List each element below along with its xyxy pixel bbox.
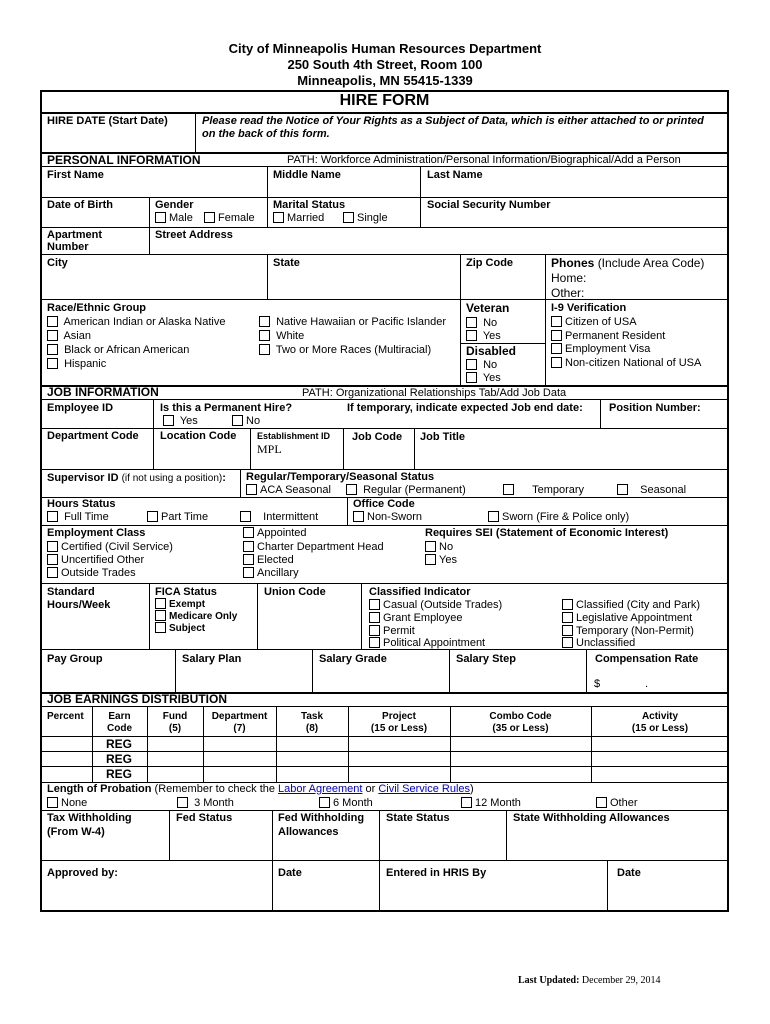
gender-female[interactable]: Female <box>204 212 255 225</box>
probation-option[interactable]: Other <box>596 797 638 810</box>
appt-option[interactable]: Appointed <box>243 527 307 540</box>
race-option[interactable]: Hispanic <box>47 358 106 371</box>
checkbox[interactable] <box>240 511 251 522</box>
class-option[interactable]: Temporary (Non-Permit) <box>562 625 694 638</box>
regtemp-label: Regular/Temporary/Seasonal Status <box>246 471 435 483</box>
col-code: Code <box>107 723 132 734</box>
col-department-digits: (7) <box>233 723 246 734</box>
checkbox[interactable] <box>551 316 562 327</box>
i9-option[interactable]: Citizen of USA <box>551 316 637 329</box>
checkbox[interactable] <box>155 212 166 223</box>
class-option[interactable]: Casual (Outside Trades) <box>369 599 502 612</box>
from-w4-label: (From W-4) <box>47 826 105 838</box>
estab-id-value: MPL <box>257 442 282 456</box>
divider <box>240 469 241 497</box>
divider <box>40 525 729 526</box>
divider <box>40 254 729 255</box>
checkbox[interactable] <box>47 567 58 578</box>
checkbox[interactable] <box>204 212 215 223</box>
divider <box>195 112 196 152</box>
divider <box>361 583 362 649</box>
dept-name: City of Minneapolis Human Resources Department <box>228 41 542 56</box>
checkbox[interactable] <box>425 541 436 552</box>
salary-step-label: Salary Step <box>456 653 516 665</box>
checkbox[interactable] <box>259 344 270 355</box>
divider <box>40 649 729 650</box>
checkbox[interactable] <box>466 330 477 341</box>
class-option[interactable]: Grant Employee <box>369 612 462 625</box>
divider <box>169 810 170 860</box>
probation-option[interactable]: None <box>47 797 87 810</box>
dept-code-label: Department Code <box>47 430 139 442</box>
hours-intermittent[interactable]: Intermittent <box>240 511 318 524</box>
divider <box>272 860 273 912</box>
checkbox[interactable] <box>596 797 607 808</box>
col-project: Project <box>382 711 416 722</box>
class-option[interactable]: Classified (City and Park) <box>562 599 700 612</box>
checkbox[interactable] <box>47 358 58 369</box>
divider <box>420 166 421 197</box>
marital-single[interactable]: Single <box>343 212 388 225</box>
dob-label: Date of Birth <box>47 199 113 211</box>
race-label: Race/Ethnic Group <box>47 302 147 314</box>
col-department: Department <box>211 711 268 722</box>
checkbox[interactable] <box>259 316 270 327</box>
temp-end-date-label: If temporary, indicate expected Job end date: <box>347 402 583 414</box>
disabled-no[interactable]: No <box>466 359 497 372</box>
divider <box>40 860 729 861</box>
checkbox[interactable] <box>273 212 284 223</box>
checkbox[interactable] <box>243 554 254 565</box>
col-task: Task <box>300 711 324 722</box>
middle-name-label: Middle Name <box>273 169 341 181</box>
col-combo-digits: (35 or Less) <box>492 723 549 734</box>
checkbox[interactable] <box>466 317 477 328</box>
checkbox[interactable] <box>562 599 573 610</box>
checkbox[interactable] <box>259 330 270 341</box>
status-regular[interactable]: Regular (Permanent) <box>346 484 466 497</box>
probation-option[interactable]: 12 Month <box>461 797 521 810</box>
col-combo: Combo Code <box>489 711 552 722</box>
pay-group-label: Pay Group <box>47 653 103 665</box>
labor-agreement-link[interactable]: Labor Agreement <box>278 783 363 795</box>
checkbox[interactable] <box>47 511 58 522</box>
divider <box>379 810 380 860</box>
standard-label: Standard <box>47 586 95 598</box>
checkbox[interactable] <box>47 344 58 355</box>
gender-male[interactable]: Male <box>155 212 193 225</box>
checkbox[interactable] <box>155 622 166 633</box>
divider <box>149 197 150 255</box>
dept-address: 250 South 4th Street, Room 100 <box>287 57 483 72</box>
race-option[interactable]: Asian <box>47 330 91 343</box>
checkbox[interactable] <box>243 541 254 552</box>
class-option[interactable]: Unclassified <box>562 637 635 650</box>
probation-option[interactable]: 6 Month <box>319 797 373 810</box>
checkbox[interactable] <box>47 541 58 552</box>
job-title-label: Job Title <box>420 431 466 443</box>
col-percent: Percent <box>47 711 84 722</box>
divider <box>586 649 587 692</box>
divider <box>40 766 729 767</box>
checkbox[interactable] <box>562 612 573 623</box>
divider <box>149 583 150 649</box>
disabled-yes[interactable]: Yes <box>466 372 501 385</box>
comp-rate-dollar: $ <box>594 678 601 690</box>
disabled-label: Disabled <box>466 344 517 358</box>
checkbox[interactable] <box>232 415 243 426</box>
fica-option[interactable]: Medicare Only <box>155 610 237 623</box>
entry-date-label: Date <box>617 867 641 879</box>
veteran-yes[interactable]: Yes <box>466 330 501 343</box>
divider <box>40 197 729 198</box>
checkbox[interactable] <box>163 415 174 426</box>
divider <box>267 197 268 228</box>
employee-id-label: Employee ID <box>47 402 114 414</box>
divider <box>40 428 729 429</box>
zip-label: Zip Code <box>466 257 514 269</box>
job-path: PATH: Organizational Relationships Tab/Add Job Data <box>302 387 567 399</box>
office-sworn[interactable]: Sworn (Fire & Police only) <box>488 511 629 524</box>
divider <box>175 649 176 692</box>
sei-label: Requires SEI (Statement of Economic Interest) <box>425 527 669 539</box>
race-option[interactable]: White <box>259 330 304 343</box>
divider <box>40 810 729 811</box>
phone-other-label: Other: <box>551 286 585 300</box>
checkbox[interactable] <box>243 527 254 538</box>
street-label: Street Address <box>155 229 233 241</box>
personal-section-title: PERSONAL INFORMATION <box>47 153 201 167</box>
hours-part-time[interactable]: Part Time <box>147 511 208 524</box>
checkbox[interactable] <box>488 511 499 522</box>
col-fund-digits: (5) <box>168 723 182 734</box>
i9-label: I-9 Verification <box>551 302 627 314</box>
divider <box>312 649 313 692</box>
phone-home-label: Home: <box>551 271 587 285</box>
status-seasonal[interactable]: Seasonal <box>617 484 686 497</box>
divider <box>153 399 154 428</box>
permanent-no[interactable]: No <box>232 415 260 428</box>
race-option[interactable]: American Indian or Alaska Native <box>47 316 225 329</box>
classified-label: Classified Indicator <box>369 586 471 598</box>
checkbox[interactable] <box>562 625 573 636</box>
divider <box>153 428 154 469</box>
appt-option[interactable]: Ancillary <box>243 567 299 580</box>
state-withholding-label: State Withholding Allowances <box>513 812 670 824</box>
col-project-digits: (15 or Less) <box>370 723 428 734</box>
hours-week-label: Hours/Week <box>47 599 111 611</box>
divider <box>420 197 421 228</box>
checkbox[interactable] <box>425 554 436 565</box>
emp-class-option[interactable]: Outside Trades <box>47 567 136 580</box>
checkbox[interactable] <box>503 484 514 495</box>
probation-option[interactable]: 3 Month <box>177 797 234 810</box>
gender-label: Gender <box>155 199 194 211</box>
fed-status-label: Fed Status <box>176 812 233 824</box>
checkbox[interactable] <box>47 554 58 565</box>
civil-service-rules-link[interactable]: Civil Service Rules <box>378 783 471 795</box>
ssn-label: Social Security Number <box>427 199 551 211</box>
divider <box>267 166 268 197</box>
notice-text-2: on the back of this form. <box>202 128 330 140</box>
divider <box>600 399 601 428</box>
first-name-label: First Name <box>47 169 104 181</box>
checkbox[interactable] <box>551 330 562 341</box>
divider <box>607 860 608 912</box>
office-non-sworn[interactable]: Non-Sworn <box>353 511 422 524</box>
i9-option[interactable]: Employment Visa <box>551 343 650 356</box>
checkbox[interactable] <box>319 797 330 808</box>
phones-label: Phones (Include Area Code) <box>551 256 705 270</box>
state-label: State <box>273 257 300 269</box>
permanent-question: Is this a Permanent Hire? <box>160 402 293 414</box>
marital-label: Marital Status <box>273 199 346 211</box>
divider <box>257 583 258 649</box>
i9-option[interactable]: Permanent Resident <box>551 330 665 343</box>
race-option[interactable]: Two or More Races (Multiracial) <box>259 344 431 357</box>
checkbox[interactable] <box>177 797 188 808</box>
checkbox[interactable] <box>246 484 257 495</box>
divider <box>40 469 729 470</box>
office-code-label: Office Code <box>353 498 415 510</box>
fed-withholding-label: Fed Withholding <box>278 812 365 824</box>
union-label: Union Code <box>264 586 326 598</box>
divider <box>343 428 344 469</box>
checkbox[interactable] <box>147 511 158 522</box>
hours-full-time[interactable]: Full Time <box>47 511 109 524</box>
checkbox[interactable] <box>369 599 380 610</box>
notice-text: Please read the Notice of Your Rights as a Subject of Data, which is either attached to or printed <box>202 115 704 127</box>
last-name-label: Last Name <box>427 169 483 181</box>
emp-class-option[interactable]: Certified (Civil Service) <box>47 541 173 554</box>
approved-by-label: Approved by: <box>47 867 118 879</box>
checkbox[interactable] <box>551 357 562 368</box>
position-number-label: Position Number: <box>609 402 701 414</box>
sei-yes[interactable]: Yes <box>425 554 457 567</box>
last-updated: Last Updated: December 29, 2014 <box>518 975 661 986</box>
fica-option[interactable]: Exempt <box>155 598 205 611</box>
emp-class-label: Employment Class <box>47 527 146 539</box>
sei-no[interactable]: No <box>425 541 453 554</box>
supervisor-label: Supervisor ID (if not using a position): <box>47 472 226 484</box>
col-fund: Fund <box>162 711 188 722</box>
divider <box>545 254 546 385</box>
location-code-label: Location Code <box>160 430 237 442</box>
checkbox[interactable] <box>369 637 380 648</box>
status-temporary[interactable]: Temporary <box>503 484 584 497</box>
checkbox[interactable] <box>461 797 472 808</box>
divider <box>449 649 450 692</box>
checkbox[interactable] <box>343 212 354 223</box>
checkbox[interactable] <box>155 598 166 609</box>
job-section-title: JOB INFORMATION <box>47 385 159 399</box>
checkbox[interactable] <box>369 625 380 636</box>
salary-grade-label: Salary Grade <box>319 653 387 665</box>
appt-option[interactable]: Elected <box>243 554 294 567</box>
state-status-label: State Status <box>386 812 450 824</box>
hours-status-label: Hours Status <box>47 498 116 510</box>
checkbox[interactable] <box>47 797 58 808</box>
veteran-no[interactable]: No <box>466 317 497 330</box>
checkbox[interactable] <box>353 511 364 522</box>
divider <box>545 299 729 300</box>
apartment-label: Apartment <box>47 229 103 241</box>
personal-path: PATH: Workforce Administration/Personal Information/Biographical/Add a Person <box>287 154 681 166</box>
status-aca[interactable]: ACA Seasonal <box>246 484 331 497</box>
divider <box>40 706 729 707</box>
entered-hris-label: Entered in HRIS By <box>386 867 487 879</box>
appt-option[interactable]: Charter Department Head <box>243 541 384 554</box>
earn-code-reg: REG <box>106 752 133 766</box>
tax-withholding-label: Tax Withholding <box>47 812 132 824</box>
fed-allowances-label: Allowances <box>278 826 339 838</box>
permanent-yes[interactable]: Yes <box>163 415 198 428</box>
col-activity-digits: (15 or Less) <box>631 723 689 734</box>
checkbox[interactable] <box>346 484 357 495</box>
checkbox[interactable] <box>369 612 380 623</box>
checkbox[interactable] <box>617 484 628 495</box>
col-earn: Earn <box>108 711 131 722</box>
class-option[interactable]: Political Appointment <box>369 637 485 650</box>
divider <box>347 497 348 525</box>
divider <box>272 810 273 860</box>
divider <box>40 299 545 300</box>
divider <box>379 860 380 912</box>
checkbox[interactable] <box>155 610 166 621</box>
dept-city: Minneapolis, MN 55415-1339 <box>297 73 473 88</box>
veteran-label: Veteran <box>466 301 510 315</box>
fica-label: FICA Status <box>155 586 217 598</box>
checkbox[interactable] <box>47 330 58 341</box>
checkbox[interactable] <box>466 372 477 383</box>
checkbox[interactable] <box>243 567 254 578</box>
checkbox[interactable] <box>466 359 477 370</box>
divider <box>40 227 729 228</box>
divider <box>40 112 729 114</box>
job-code-label: Job Code <box>352 431 403 443</box>
marital-married[interactable]: Married <box>273 212 324 225</box>
class-option[interactable]: Permit <box>369 625 415 638</box>
divider <box>40 736 729 737</box>
earn-code-reg: REG <box>106 737 133 751</box>
race-option[interactable]: Black or African American <box>47 344 189 357</box>
form-title: HIRE FORM <box>339 92 430 109</box>
divider <box>506 810 507 860</box>
comp-rate-decimal: . <box>645 678 649 690</box>
i9-option[interactable]: Non-citizen National of USA <box>551 357 701 370</box>
fica-option[interactable]: Subject <box>155 622 205 635</box>
checkbox[interactable] <box>47 316 58 327</box>
divider <box>267 254 268 299</box>
divider <box>414 428 415 469</box>
divider <box>40 166 729 167</box>
divider <box>40 399 729 400</box>
probation-label: Length of Probation (Remember to check the Labor Agreement or Civil Service Rules) <box>47 783 474 795</box>
hire-date-label: HIRE DATE (Start Date) <box>47 115 168 127</box>
number-label: Number <box>47 241 89 253</box>
divider <box>460 299 461 385</box>
earn-code-reg: REG <box>106 767 133 781</box>
col-task-digits: (8) <box>305 723 319 734</box>
race-option[interactable]: Native Hawaiian or Pacific Islander <box>259 316 446 329</box>
col-activity: Activity <box>641 711 679 722</box>
divider <box>40 583 729 584</box>
divider <box>250 428 251 469</box>
city-label: City <box>47 257 68 269</box>
salary-plan-label: Salary Plan <box>182 653 242 665</box>
estab-id-label: Establishment ID <box>257 431 331 441</box>
checkbox[interactable] <box>562 637 573 648</box>
earnings-section-title: JOB EARNINGS DISTRIBUTION <box>47 692 228 706</box>
comp-rate-label: Compensation Rate <box>595 653 699 665</box>
checkbox[interactable] <box>551 343 562 354</box>
divider <box>460 254 461 299</box>
emp-class-option[interactable]: Uncertified Other <box>47 554 144 567</box>
divider <box>40 751 729 752</box>
approval-date-label: Date <box>278 867 302 879</box>
class-option[interactable]: Legislative Appointment <box>562 612 692 625</box>
